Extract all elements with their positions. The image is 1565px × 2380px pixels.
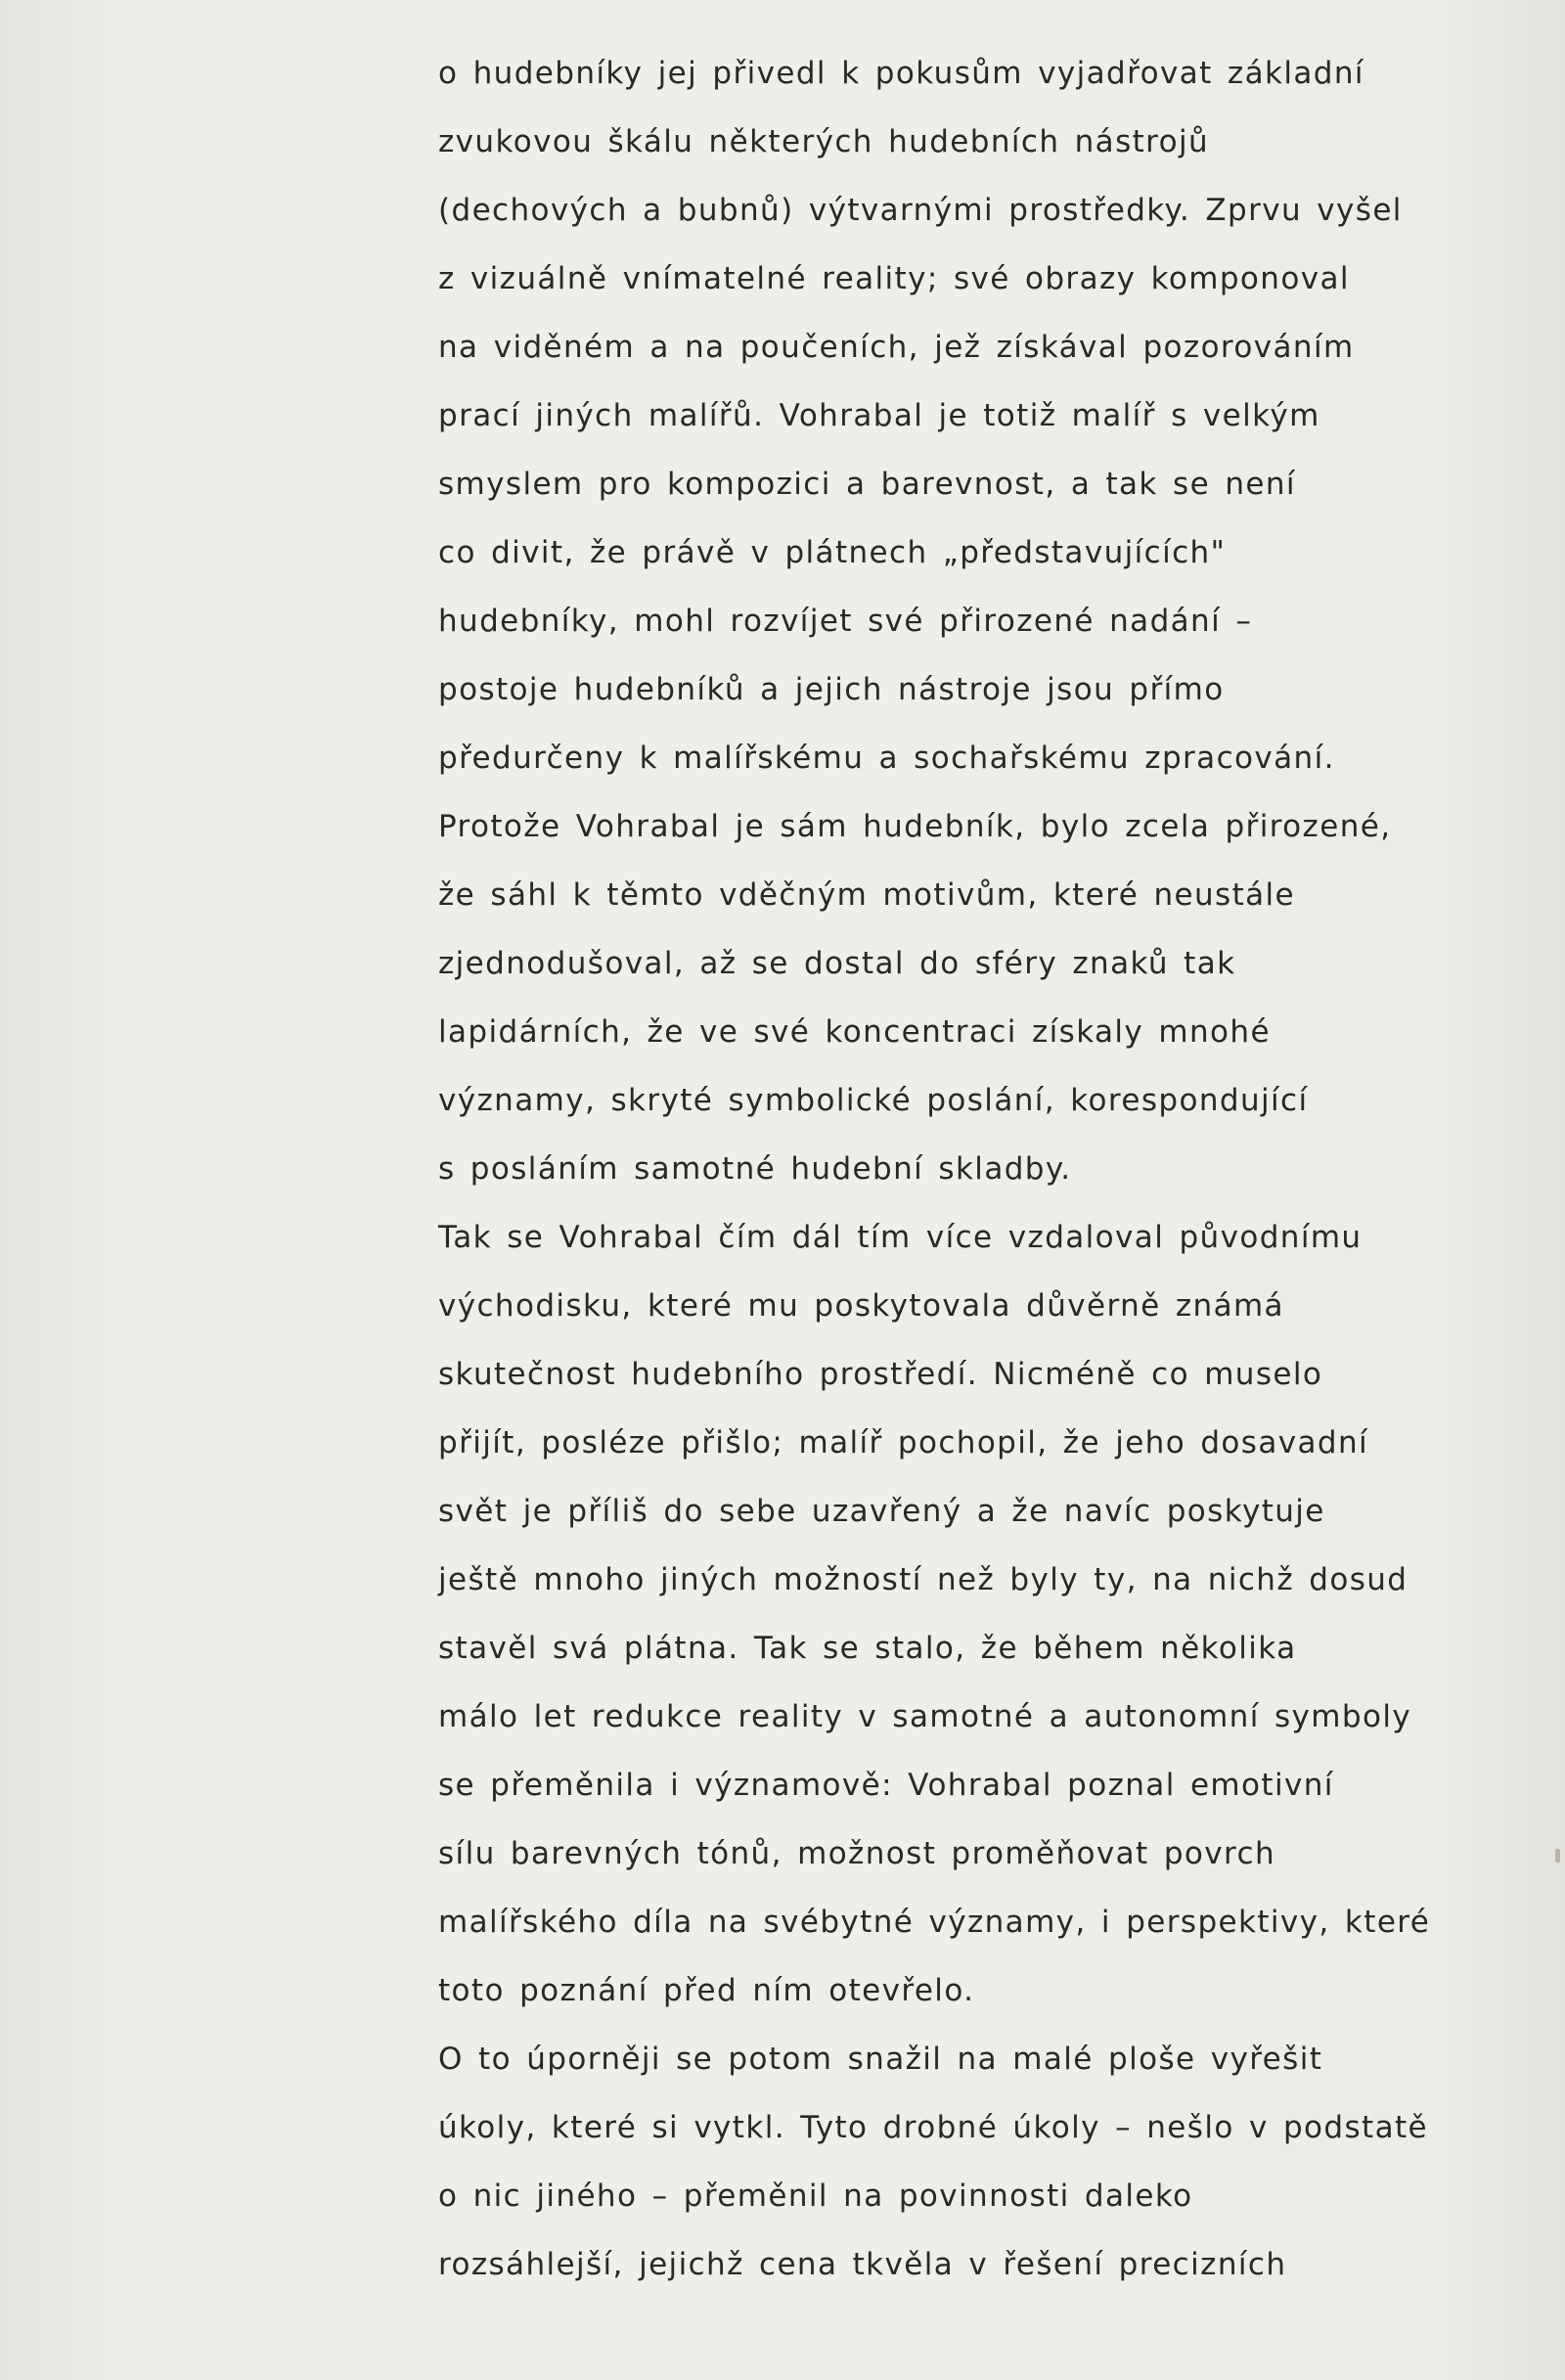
text-line: co divit, že právě v plátnech „představujících": [438, 535, 1227, 570]
text-line: na viděném a na poučeních, jež získával pozorováním: [438, 330, 1355, 365]
text-line: zjednodušoval, až se dostal do sféry znaků tak: [438, 946, 1236, 981]
text-line: O to úporněji se potom snažil na malé ploše vyřešit: [438, 2042, 1323, 2077]
text-line: málo let redukce reality v samotné a autonomní symboly: [438, 1699, 1412, 1734]
text-line: toto poznání před ním otevřelo.: [438, 1973, 975, 2008]
text-line: Tak se Vohrabal čím dál tím více vzdaloval původnímu: [438, 1220, 1363, 1255]
text-line: skutečnost hudebního prostředí. Nicméně co muselo: [438, 1357, 1323, 1392]
text-line: Protože Vohrabal je sám hudebník, bylo zcela přirozené,: [438, 809, 1392, 844]
text-line: sílu barevných tónů, možnost proměňovat povrch: [438, 1836, 1275, 1871]
text-line: prací jiných malířů. Vohrabal je totiž malíř s velkým: [438, 398, 1320, 433]
text-line: svět je příliš do sebe uzavřený a že navíc poskytuje: [438, 1494, 1325, 1529]
text-line: že sáhl k těmto vděčným motivům, které neustále: [438, 877, 1296, 913]
text-line: postoje hudebníků a jejich nástroje jsou přímo: [438, 672, 1225, 707]
text-line: hudebníky, mohl rozvíjet své přirozené nadání –: [438, 604, 1253, 639]
text-line: úkoly, které si vytkl. Tyto drobné úkoly – nešlo v podstatě: [438, 2110, 1429, 2145]
text-line: malířského díla na svébytné významy, i perspektivy, které: [438, 1905, 1431, 1940]
text-line: významy, skryté symbolické poslání, korespondující: [438, 1083, 1309, 1118]
text-line: s posláním samotné hudební skladby.: [438, 1151, 1072, 1187]
text-line: východisku, které mu poskytovala důvěrně známá: [438, 1288, 1284, 1324]
text-line: (dechových a bubnů) výtvarnými prostředky. Zprvu vyšel: [438, 193, 1403, 228]
text-line: přijít, posléze přišlo; malíř pochopil, že jeho dosavadní: [438, 1425, 1369, 1460]
text-line: předurčeny k malířskému a sochařskému zpracování.: [438, 741, 1335, 776]
text-line: smyslem pro kompozici a barevnost, a tak se není: [438, 467, 1296, 502]
text-line: stavěl svá plátna. Tak se stalo, že během několika: [438, 1631, 1297, 1666]
text-line: se přeměnila i významově: Vohrabal poznal emotivní: [438, 1768, 1334, 1803]
text-line: z vizuálně vnímatelné reality; své obrazy komponoval: [438, 261, 1350, 296]
text-body: [438, 39, 1504, 2299]
text-line: zvukovou škálu některých hudebních nástrojů: [438, 124, 1210, 159]
text-line: o nic jiného – přeměnil na povinnosti daleko: [438, 2178, 1193, 2214]
text-line: rozsáhlejší, jejichž cena tkvěla v řešení precizních: [438, 2247, 1287, 2282]
text-line: ještě mnoho jiných možností než byly ty, na nichž dosud: [438, 1562, 1408, 1597]
text-line: lapidárních, že ve své koncentraci získaly mnohé: [438, 1014, 1271, 1050]
page-edge-mark: [1555, 1849, 1560, 1863]
text-line: o hudebníky jej přivedl k pokusům vyjadřovat základní: [438, 56, 1364, 91]
